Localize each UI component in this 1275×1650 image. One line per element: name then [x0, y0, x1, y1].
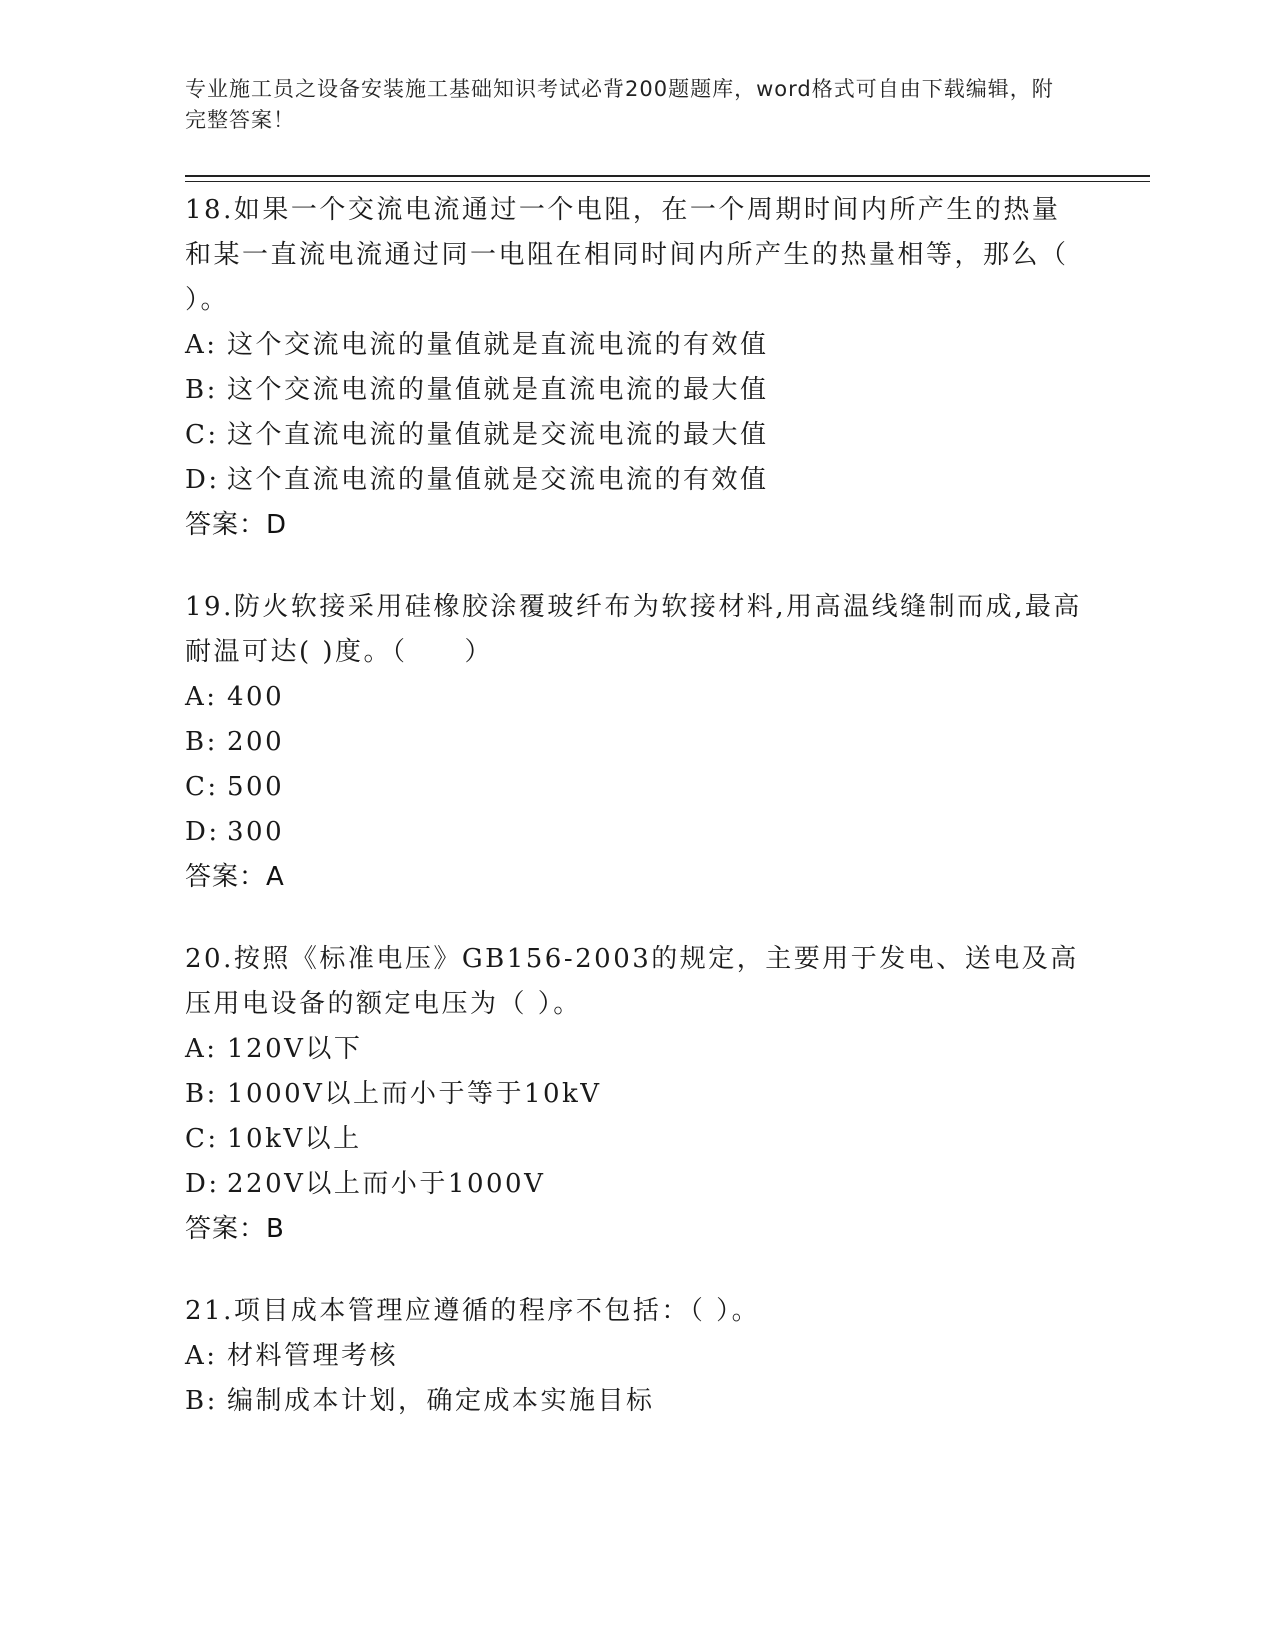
option-key: A:: [185, 682, 218, 712]
option-text: 120V以下: [227, 1034, 363, 1064]
option-key: A:: [185, 1341, 218, 1371]
option-a: [185, 1334, 1085, 1379]
option-key: C:: [185, 772, 219, 802]
option-d: [185, 1162, 1085, 1207]
option-text: 编制成本计划，确定成本实施目标: [227, 1386, 655, 1416]
option-d: [185, 458, 1085, 503]
option-text: 这个直流电流的量值就是交流电流的有效值: [227, 465, 769, 495]
question-list: [185, 188, 1085, 1461]
question-stem: 18.如果一个交流电流通过一个电阻，在一个周期时间内所产生的热量和某一直流电流通过同一电阻在相同时间内所产生的热量相等，那么（ ）。: [185, 195, 1069, 315]
question-stem: 19.防火软接采用硅橡胶涂覆玻纤布为软接材料,用高温线缝制而成,最高耐温可达( )度。（ ）: [185, 592, 1082, 667]
option-key: A:: [185, 330, 218, 360]
option-text: 10kV以上: [227, 1124, 362, 1154]
question-18: [185, 188, 1085, 548]
answer-line: 答案：A: [185, 862, 285, 892]
answer-line: 答案：B: [185, 1214, 285, 1244]
question-stem: 20.按照《标准电压》GB156-2003的规定，主要用于发电、送电及高压用电设备的额定电压为（ ）。: [185, 944, 1079, 1019]
question-stem: 21.项目成本管理应遵循的程序不包括：（ ）。: [185, 1296, 761, 1326]
option-key: B:: [185, 1079, 218, 1109]
option-text: 500: [227, 772, 285, 802]
option-key: D:: [185, 465, 220, 495]
option-a: [185, 675, 1085, 720]
option-text: 400: [227, 682, 285, 712]
option-key: C:: [185, 420, 219, 450]
option-text: 这个交流电流的量值就是直流电流的最大值: [227, 375, 769, 405]
option-c: [185, 765, 1085, 810]
option-key: B:: [185, 1386, 218, 1416]
header-divider-thick: [185, 175, 1150, 177]
option-text: 这个直流电流的量值就是交流电流的最大值: [227, 420, 769, 450]
option-key: D:: [185, 1169, 220, 1199]
option-text: 这个交流电流的量值就是直流电流的有效值: [227, 330, 769, 360]
option-b: [185, 1379, 1085, 1424]
option-key: D:: [185, 817, 220, 847]
question-19: [185, 585, 1085, 900]
option-c: [185, 1117, 1085, 1162]
option-key: B:: [185, 727, 218, 757]
option-b: [185, 720, 1085, 765]
document-header-title: 专业施工员之设备安装施工基础知识考试必背200题题库，word格式可自由下载编辑，附完整答案！: [185, 77, 1054, 132]
option-key: A:: [185, 1034, 218, 1064]
option-text: 300: [227, 817, 285, 847]
option-b: [185, 1072, 1085, 1117]
option-c: [185, 413, 1085, 458]
option-b: [185, 368, 1085, 413]
answer-line: 答案：D: [185, 510, 288, 540]
option-text: 材料管理考核: [227, 1341, 399, 1371]
option-text: 1000V以上而小于等于10kV: [227, 1079, 602, 1109]
option-text: 200: [227, 727, 285, 757]
question-20: [185, 937, 1085, 1252]
option-key: C:: [185, 1124, 219, 1154]
option-text: 220V以上而小于1000V: [227, 1169, 546, 1199]
header-divider-thin: [185, 181, 1150, 182]
question-21: [185, 1289, 1085, 1424]
option-a: [185, 1027, 1085, 1072]
option-key: B:: [185, 375, 218, 405]
option-a: [185, 323, 1085, 368]
option-d: [185, 810, 1085, 855]
